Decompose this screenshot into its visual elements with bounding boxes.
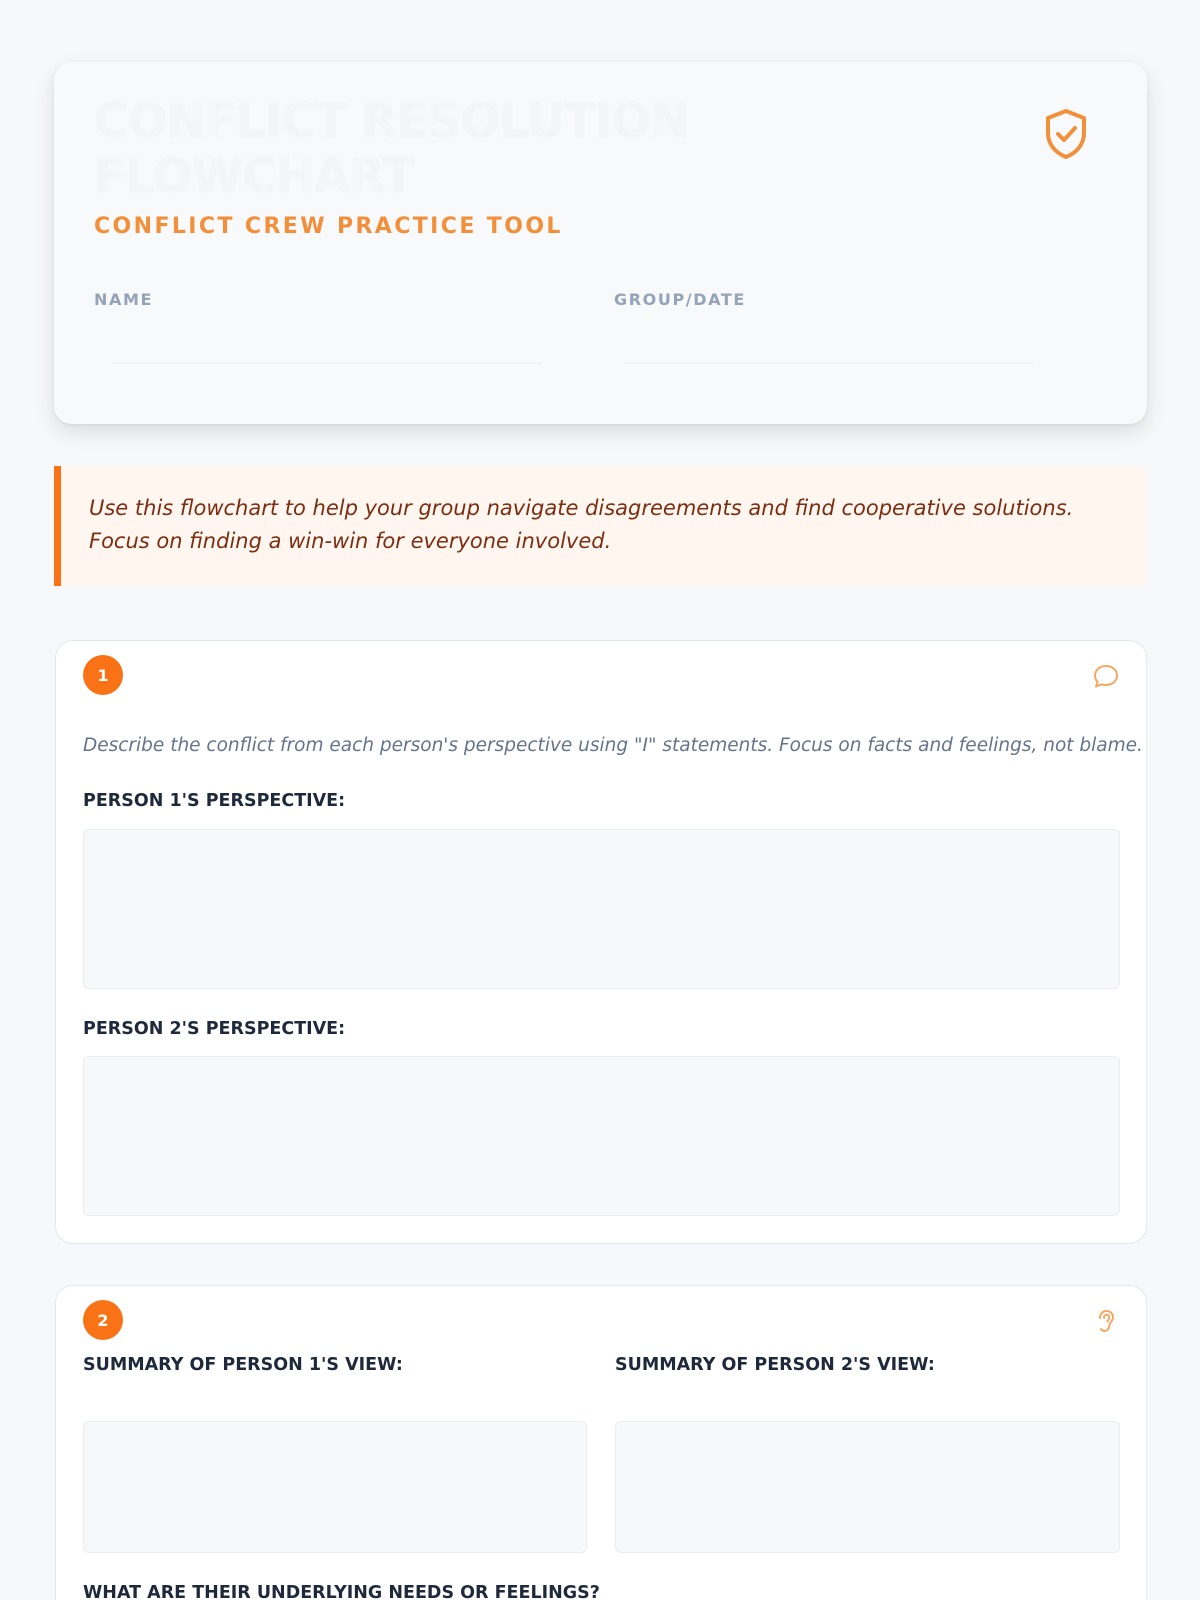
header-card xyxy=(54,62,1147,424)
name-field-label: NAME xyxy=(94,290,154,309)
intro-text: Use this flowchart to help your group navigate disagreements and find cooperative solutions. Focus on finding a win-win for everyone involved. xyxy=(89,496,1074,553)
question-label: PERSON 1'S PERSPECTIVE: xyxy=(83,791,346,811)
group-date-field-label: GROUP/DATE xyxy=(614,290,746,309)
ear-icon xyxy=(1092,1307,1120,1335)
question-label: SUMMARY OF PERSON 2'S VIEW: xyxy=(615,1355,935,1375)
step-instructions: Describe the conflict from each person's perspective using "I" statements. Focus on facts and feelings, not blame. xyxy=(83,735,1143,756)
page-title: CONFLICT RESOLUTION FLOWCHART xyxy=(94,94,689,204)
answer-box-person2[interactable] xyxy=(83,1056,1120,1216)
step-number-badge: 2 xyxy=(83,1300,123,1340)
page-subtitle: CONFLICT CREW PRACTICE TOOL xyxy=(94,214,563,239)
name-input-line[interactable] xyxy=(112,362,542,364)
answer-box-person1[interactable] xyxy=(83,829,1120,989)
speech-bubble-icon xyxy=(1092,662,1120,690)
answer-box-summary-person1[interactable] xyxy=(83,1421,587,1553)
step-card-1 xyxy=(55,640,1147,1244)
shield-check-icon xyxy=(1043,108,1089,160)
intro-callout xyxy=(54,466,1147,586)
step-card-2 xyxy=(55,1285,1147,1600)
answer-box-summary-person2[interactable] xyxy=(615,1421,1120,1553)
question-label: PERSON 2'S PERSPECTIVE: xyxy=(83,1019,346,1039)
question-label: WHAT ARE THEIR UNDERLYING NEEDS OR FEELINGS? xyxy=(83,1583,600,1600)
question-label: SUMMARY OF PERSON 1'S VIEW: xyxy=(83,1355,403,1375)
group-date-input-line[interactable] xyxy=(624,362,1034,364)
step-number-badge: 1 xyxy=(83,655,123,695)
